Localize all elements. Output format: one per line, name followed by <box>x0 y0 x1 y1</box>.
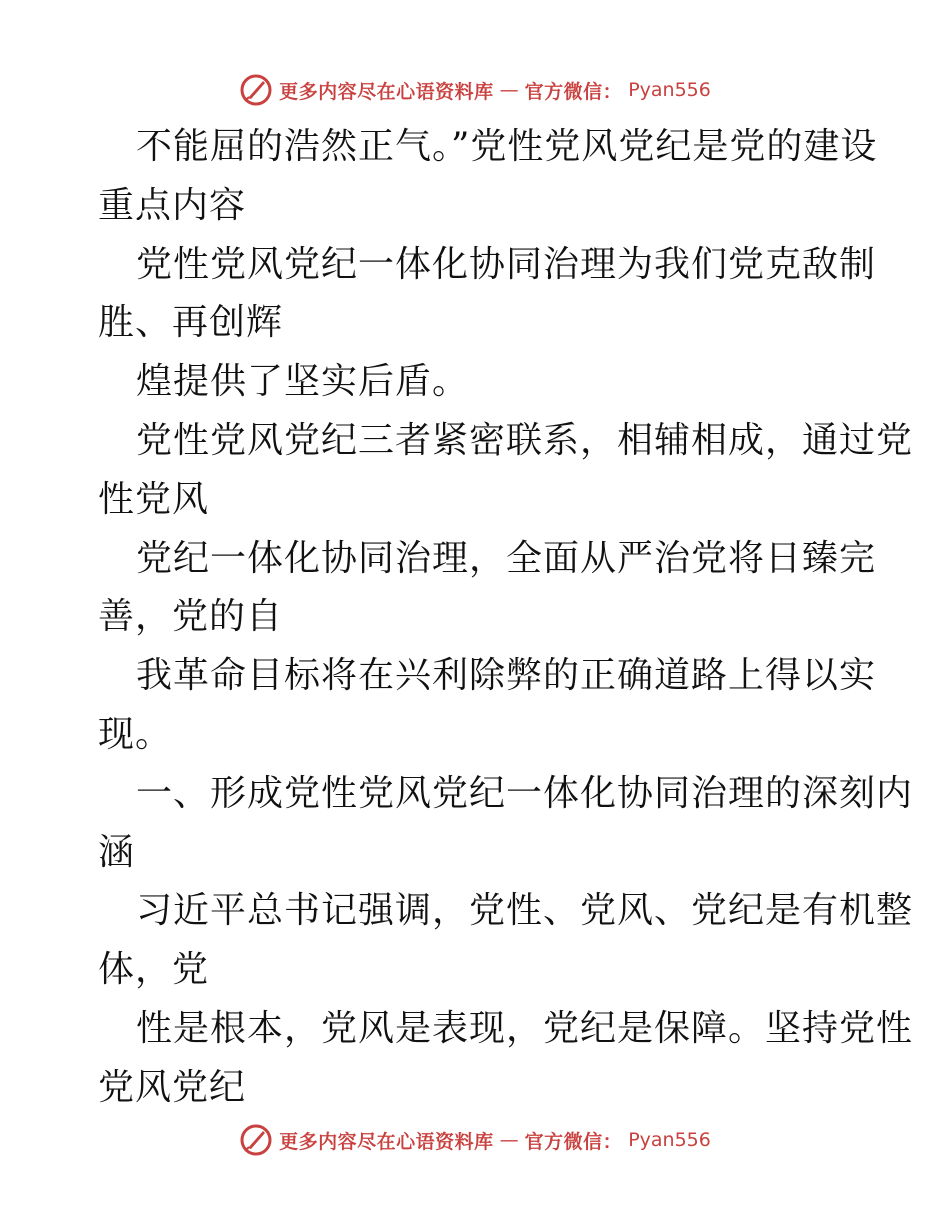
text-line: 涵 <box>98 831 136 873</box>
text-line: 善，党的自 <box>98 596 284 638</box>
watermark-wechat-id: Pyan556 <box>628 1129 711 1151</box>
text-line: 一、形成党性党风党纪一体化协同治理的深刻内 <box>136 772 914 814</box>
text-line: 性是根本，党风是表现，党纪是保障。坚持党性 <box>136 1007 914 1049</box>
text-line: 煌提供了坚实后盾。 <box>136 361 470 403</box>
watermark-separator: — <box>499 1129 519 1151</box>
text-line: 不能屈的浩然正气。”党性党风党纪是党的建设 <box>136 126 878 167</box>
text-line: 性党风 <box>98 478 210 520</box>
text-line: 胜、再创辉 <box>98 302 284 344</box>
text-line: 党性党风党纪三者紧密联系，相辅相成，通过党 <box>136 419 914 461</box>
text-line: 现。 <box>98 713 173 755</box>
watermark-wechat-label: 官方微信： <box>524 80 623 103</box>
text-line: 习近平总书记强调，党性、党风、党纪是有机整 <box>136 890 914 932</box>
text-line: 党风党纪 <box>98 1066 247 1108</box>
watermark-wechat-id: Pyan556 <box>628 79 711 101</box>
text-line: 重点内容 <box>98 184 247 226</box>
watermark-wechat-label: 官方微信： <box>524 1130 623 1153</box>
text-line: 党纪一体化协同治理，全面从严治党将日臻完 <box>136 537 877 579</box>
text-line: 党性党风党纪一体化协同治理为我们党克敌制 <box>136 243 877 285</box>
watermark-text: 更多内容尽在心语资料库 <box>279 1130 494 1153</box>
footer-watermark <box>0 1120 950 1160</box>
quill-logo-icon <box>239 73 273 107</box>
quill-logo-icon <box>239 1123 273 1157</box>
header-watermark <box>0 70 950 110</box>
watermark-separator: — <box>499 79 519 101</box>
document-body <box>98 118 914 1118</box>
text-line: 体，党 <box>98 949 210 991</box>
watermark-text: 更多内容尽在心语资料库 <box>279 80 494 103</box>
text-line: 我革命目标将在兴利除弊的正确道路上得以实 <box>136 655 877 697</box>
